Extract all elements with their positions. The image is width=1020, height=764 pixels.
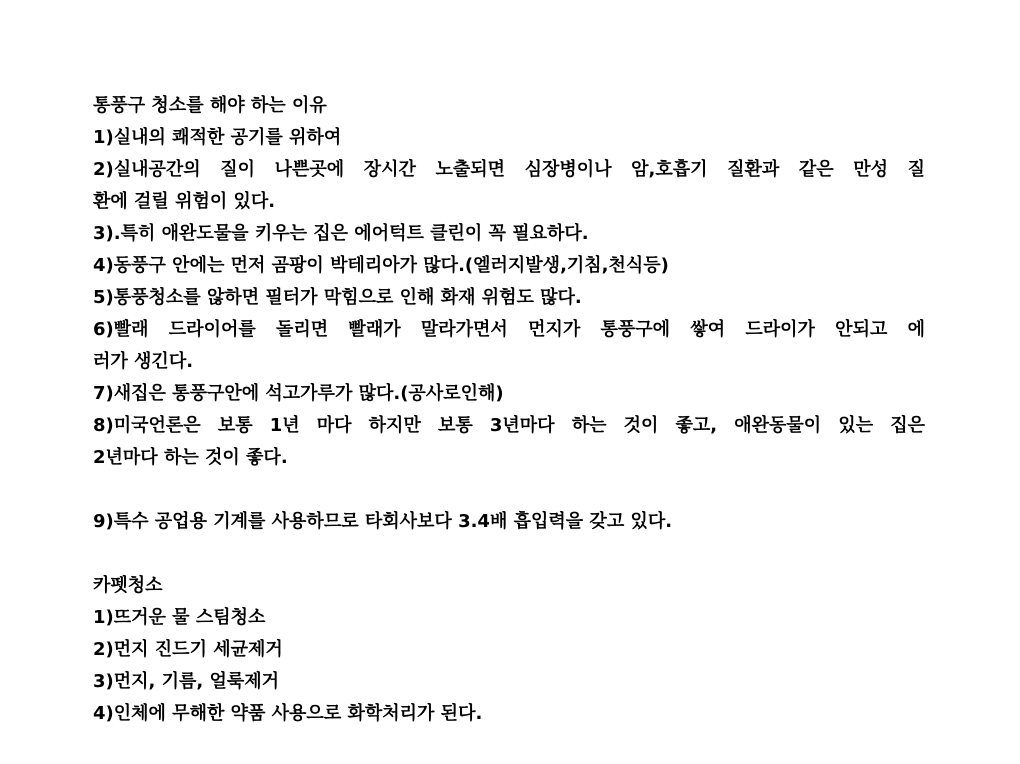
carpet-item-2: 2)먼지 진드기 세균제거 xyxy=(93,639,283,660)
document-body xyxy=(93,90,925,730)
list-item-8-line-2: 2년마다 하는 것이 좋다. xyxy=(93,447,288,468)
section-title-carpet-cleaning: 카펫청소 xyxy=(93,575,163,596)
list-item-3: 3).특히 애완도물을 키우는 집은 에어턱트 클린이 꼭 필요하다. xyxy=(93,223,589,244)
list-item-2-line-2: 환에 걸릴 위험이 있다. xyxy=(93,191,276,212)
list-item-6-line-1: 6)빨래 드라이어를 돌리면 빨래가 말라가면서 먼지가 통풍구에 쌓여 드라이가 안되고 에 xyxy=(93,319,925,340)
list-item-8-line-1: 8)미국언론은 보통 1년 마다 하지만 보통 3년마다 하는 것이 좋고, 애완동물이 있는 집은 xyxy=(93,415,925,436)
blank-line xyxy=(93,538,925,570)
carpet-item-3: 3)먼지, 기름, 얼룩제거 xyxy=(93,671,280,692)
list-item-4: 4)동풍구 안에는 먼저 곰팡이 박테리아가 많다.(엘러지발생,기침,천식등) xyxy=(93,255,669,276)
list-item-6-line-2: 러가 생긴다. xyxy=(93,351,194,372)
list-item-7: 7)새집은 통풍구안에 석고가루가 많다.(공사로인해) xyxy=(93,383,504,404)
carpet-item-4: 4)인체에 무해한 약품 사용으로 화학처리가 된다. xyxy=(93,703,483,724)
carpet-item-1: 1)뜨거운 물 스팀청소 xyxy=(93,607,266,628)
blank-line xyxy=(93,474,925,506)
list-item-5: 5)통풍청소를 않하면 필터가 막힘으로 인해 화재 위험도 많다. xyxy=(93,287,582,308)
list-item-1: 1)실내의 쾌적한 공기를 위하여 xyxy=(93,127,342,148)
section-title-vent-cleaning: 통풍구 청소를 해야 하는 이유 xyxy=(93,95,327,116)
list-item-2-line-1: 2)실내공간의 질이 나쁜곳에 장시간 노출되면 심장병이나 암,호흡기 질환과 같은 만성 질 xyxy=(93,159,925,180)
list-item-9: 9)특수 공업용 기계를 사용하므로 타회사보다 3.4배 흡입력을 갖고 있다. xyxy=(93,511,673,532)
